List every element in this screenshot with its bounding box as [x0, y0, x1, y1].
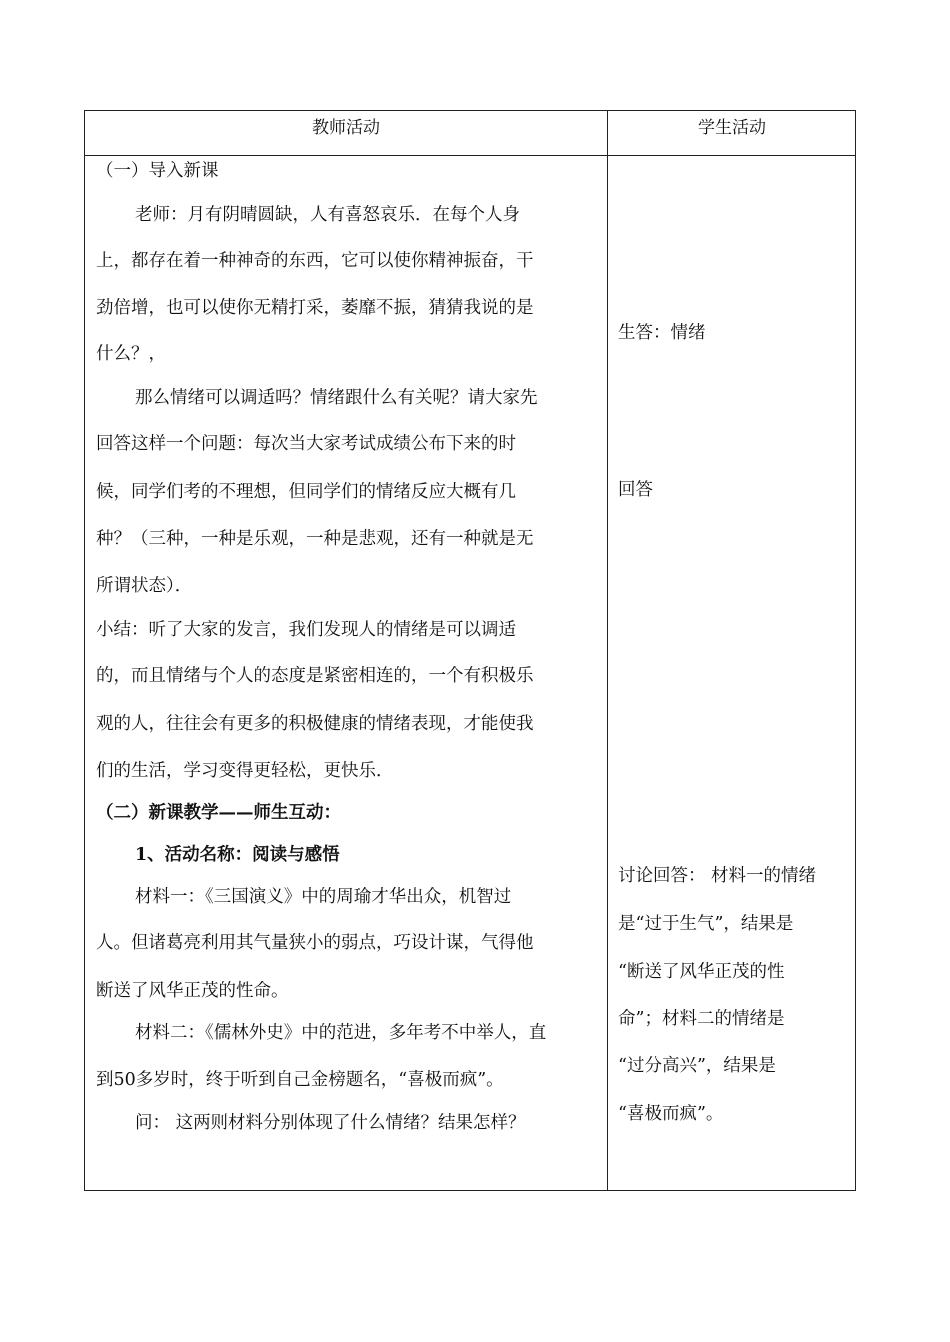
teacher-line: 的，而且情绪与个人的态度是紧密相连的，一个有积极乐: [96, 666, 534, 686]
teacher-line: 什么？，: [96, 344, 166, 364]
teacher-line: 观的人，往往会有更多的积极健康的情绪表现，才能使我: [96, 714, 534, 734]
summary-line: 小结：听了大家的发言，我们发现人的情绪是可以调适: [96, 620, 516, 640]
student-line: “断送了风华正茂的性: [618, 962, 785, 982]
student-line: 讨论回答： 材料一的情绪: [618, 866, 817, 886]
student-line: 回答: [618, 480, 653, 500]
teacher-line: 劲倍增，也可以使你无精打采，萎靡不振，猜猜我说的是: [96, 298, 534, 318]
teacher-line: 种？（三种，一种是乐观，一种是悲观，还有一种就是无: [96, 529, 534, 549]
teacher-line: 人。但诸葛亮利用其气量狭小的弱点，巧设计谋，气得他: [96, 933, 534, 953]
student-line: 是“过于生气”，结果是: [618, 914, 794, 934]
teacher-activity-header: 教师活动: [312, 118, 380, 138]
student-line: 生答：情绪: [618, 323, 706, 343]
teacher-line: 们的生活，学习变得更轻松，更快乐．: [96, 761, 394, 781]
header-divider: [85, 155, 855, 156]
teacher-line: 到50多岁时，终于听到自己金榜题名，“喜极而疯”。: [96, 1070, 504, 1090]
teacher-line: 所谓状态）．: [96, 576, 193, 596]
teacher-line: 老师：月有阴晴圆缺，人有喜怒哀乐．在每个人身: [135, 205, 520, 225]
activity-title: 1、活动名称：阅读与感悟: [135, 845, 340, 865]
material-one: 材料一：《三国演义》中的周瑜才华出众，机智过: [135, 887, 512, 907]
section-heading: （二）新课教学——师生互动：: [96, 803, 341, 823]
question-line: 问： 这两则材料分别体现了什么情绪？结果怎样？: [135, 1113, 526, 1133]
student-activity-header: 学生活动: [698, 118, 766, 138]
teacher-line: 断送了风华正茂的性命。: [96, 981, 289, 1001]
teacher-line: 回答这样一个问题：每次当大家考试成绩公布下来的时: [96, 434, 516, 454]
teacher-line: 那么情绪可以调适吗？情绪跟什么有关呢？请大家先: [135, 388, 538, 408]
teacher-line: 上，都存在着一种神奇的东西，它可以使你精神振奋，干: [96, 251, 534, 271]
student-line: 命”；材料二的情绪是: [618, 1009, 785, 1029]
student-line: “喜极而疯”。: [618, 1104, 724, 1124]
teacher-line: 候，同学们考的不理想，但同学们的情绪反应大概有几: [96, 482, 516, 502]
material-two: 材料二：《儒林外史》中的范进，多年考不中举人，直: [135, 1023, 547, 1043]
student-line: “过分高兴”，结果是: [618, 1056, 776, 1076]
teacher-line: （一）导入新课: [96, 161, 219, 181]
column-divider: [607, 111, 608, 1190]
